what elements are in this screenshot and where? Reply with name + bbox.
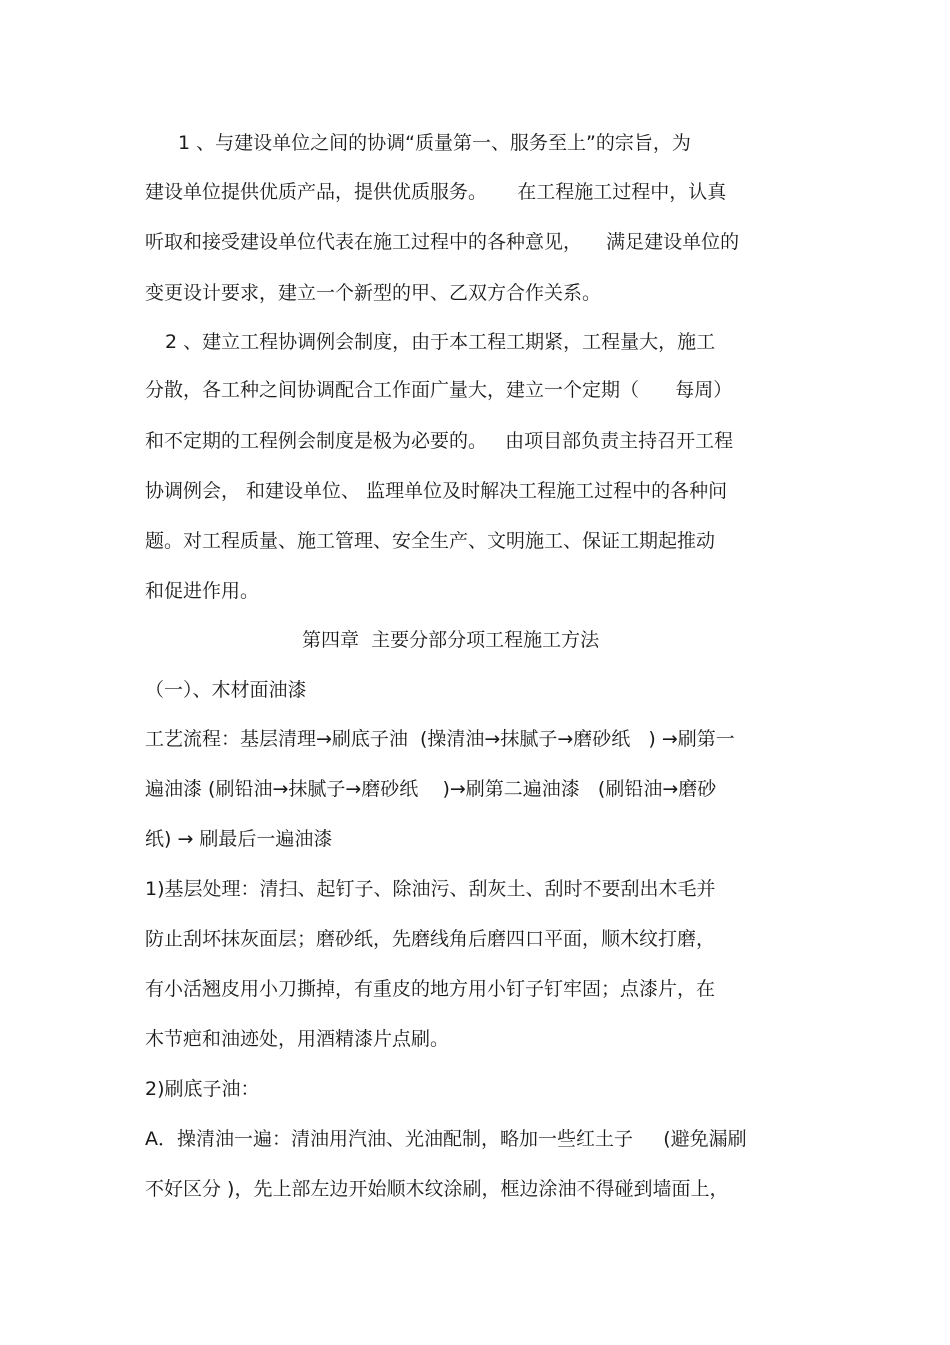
- text-line: 2 、建立工程协调例会制度，由于本工程工期紧，工程量大，施工: [165, 331, 716, 353]
- text-line: A．操清油一遍：清油用汽油、光油配制，略加一些红土子 (避免漏刷: [145, 1128, 747, 1150]
- text-line: 工艺流程：基层清理→刷底子油 (操清油→抹腻子→磨砂纸 ) →刷第一: [145, 728, 735, 750]
- text-line: 1)基层处理：清扫、起钉子、除油污、刮灰土、刮时不要刮出木毛并: [145, 878, 716, 900]
- text-line: 和促进作用。: [145, 580, 260, 602]
- chapter-heading: 第四章 主要分部分项工程施工方法: [302, 629, 600, 651]
- text-line: 纸) → 刷最后一遍油漆: [145, 828, 333, 850]
- text-line: 变更设计要求，建立一个新型的甲、乙双方合作关系。: [145, 282, 602, 304]
- text-line: 木节疤和油迹处，用酒精漆片点刷。: [145, 1028, 450, 1050]
- text-line: 建设单位提供优质产品，提供优质服务。 在工程施工过程中，认真: [145, 181, 727, 203]
- text-line: 分散，各工种之间协调配合工作面广量大，建立一个定期（ 每周）: [145, 379, 733, 401]
- section-heading: （一）、木材面油漆: [145, 679, 307, 701]
- text-line: 和不定期的工程例会制度是极为必要的。 由项目部负责主持召开工程: [145, 430, 734, 452]
- text-line: 不好区分 )，先上部左边开始顺木纹涂刷，框边涂油不得碰到墙面上，: [145, 1178, 729, 1200]
- text-line: 1 、与建设单位之间的协调“质量第一、服务至上”的宗旨，为: [178, 132, 691, 154]
- text-line: 协调例会， 和建设单位、 监理单位及时解决工程施工过程中的各种问: [145, 480, 728, 502]
- text-line: 有小活翘皮用小刀撕掉，有重皮的地方用小钉子钉牢固；点漆片，在: [145, 978, 716, 1000]
- text-line: 题。对工程质量、施工管理、安全生产、文明施工、保证工期起推动: [145, 530, 716, 552]
- text-line: 遍油漆 (刷铅油→抹腻子→磨砂纸 )→刷第二遍油漆 (刷铅油→磨砂: [145, 778, 717, 800]
- text-line: 听取和接受建设单位代表在施工过程中的各种意见， 满足建设单位的: [145, 231, 740, 253]
- text-line: 2)刷底子油：: [145, 1078, 260, 1100]
- text-line: 防止刮坏抹灰面层；磨砂纸，先磨线角后磨四口平面，顺木纹打磨，: [145, 928, 716, 950]
